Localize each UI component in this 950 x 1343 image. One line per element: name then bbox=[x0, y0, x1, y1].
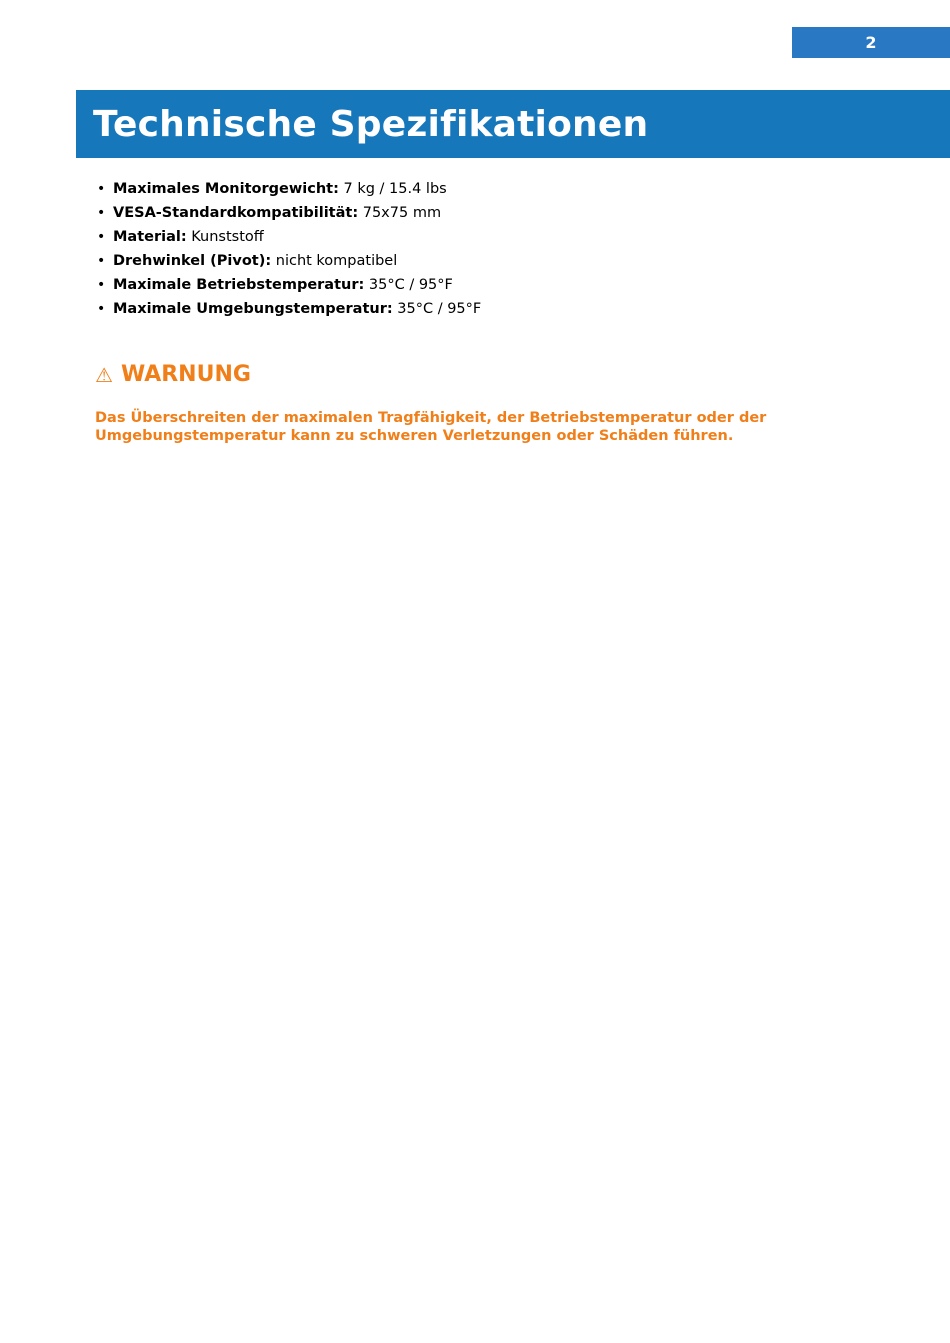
section-title-bar bbox=[76, 90, 950, 158]
spec-label: Drehwinkel (Pivot): bbox=[113, 253, 272, 269]
spec-label: Material: bbox=[113, 229, 187, 245]
page-title: Technische Spezifikationen bbox=[93, 103, 649, 145]
bullet-icon: • bbox=[97, 229, 106, 245]
warning-text-line: Das Überschreiten der maximalen Tragfähigkeit, der Betriebstemperatur oder der bbox=[95, 410, 767, 426]
spec-item-material bbox=[95, 226, 481, 250]
spec-item-ambient-temperature bbox=[95, 298, 481, 322]
page-number: 2 bbox=[865, 33, 877, 52]
warning-heading bbox=[95, 362, 251, 387]
bullet-icon: • bbox=[97, 181, 106, 197]
spec-value: 75x75 mm bbox=[362, 205, 442, 221]
spec-label: VESA-Standardkompatibilität: bbox=[113, 205, 359, 221]
spec-value: nicht kompatibel bbox=[275, 253, 398, 269]
spec-item-vesa bbox=[95, 202, 481, 226]
spec-value: 35°C / 95°F bbox=[397, 301, 482, 317]
page-number-badge bbox=[792, 27, 950, 58]
spec-label: Maximale Umgebungstemperatur: bbox=[113, 301, 393, 317]
spec-item-operating-temperature bbox=[95, 274, 481, 298]
warning-text-line: Umgebungstemperatur kann zu schweren Verletzungen oder Schäden führen. bbox=[95, 428, 734, 444]
bullet-icon: • bbox=[97, 205, 106, 221]
spec-value: 35°C / 95°F bbox=[368, 277, 453, 293]
spec-item-pivot bbox=[95, 250, 481, 274]
bullet-icon: • bbox=[97, 277, 106, 293]
warning-title: WARNUNG bbox=[120, 362, 251, 387]
spec-list bbox=[95, 178, 481, 322]
spec-item-monitor-weight bbox=[95, 178, 481, 202]
spec-value: 7 kg / 15.4 lbs bbox=[343, 181, 447, 197]
spec-label: Maximale Betriebstemperatur: bbox=[113, 277, 365, 293]
spec-value: Kunststoff bbox=[191, 229, 264, 245]
bullet-icon: • bbox=[97, 301, 106, 317]
warning-text bbox=[95, 409, 835, 445]
spec-label: Maximales Monitorgewicht: bbox=[113, 181, 339, 197]
bullet-icon: • bbox=[97, 253, 106, 269]
warning-triangle-icon: ⚠ bbox=[95, 362, 113, 387]
